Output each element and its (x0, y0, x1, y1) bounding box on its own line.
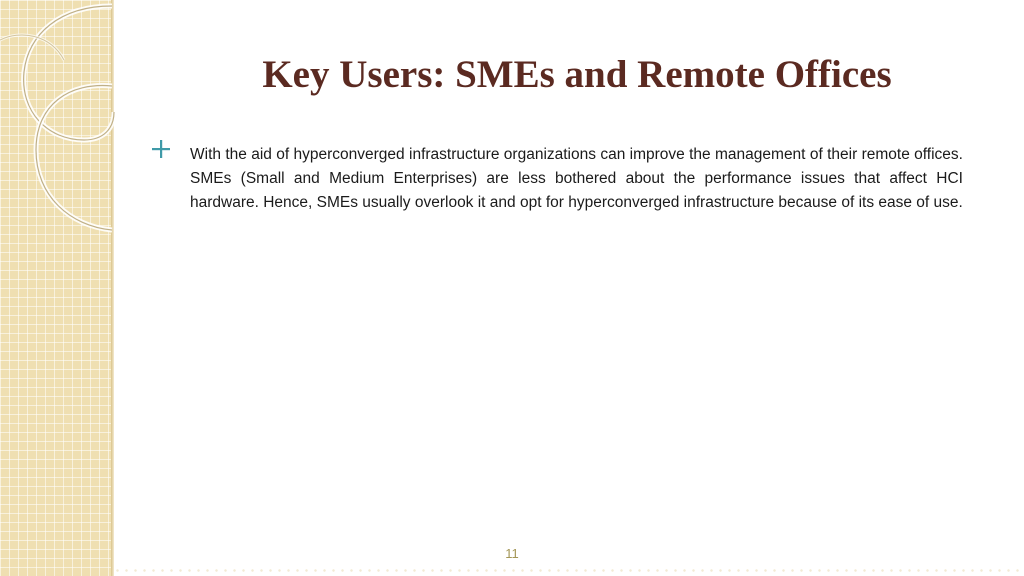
page-number: 11 (505, 546, 519, 561)
bullet-text: With the aid of hyperconverged infrastructure organizations can improve the management of their remote offices. SMEs (Small and Medium Enterprises) are less bothered about the performance issues that affect HCI hardware. Hence, SMEs usually overlook it and opt for hyperconverged infrastructure because of its ease of use. (190, 146, 963, 211)
swirl-ornament-icon (0, 0, 200, 260)
bottom-dot-border (113, 566, 1024, 576)
plus-icon (150, 138, 172, 160)
slide-title: Key Users: SMEs and Remote Offices (262, 53, 892, 96)
